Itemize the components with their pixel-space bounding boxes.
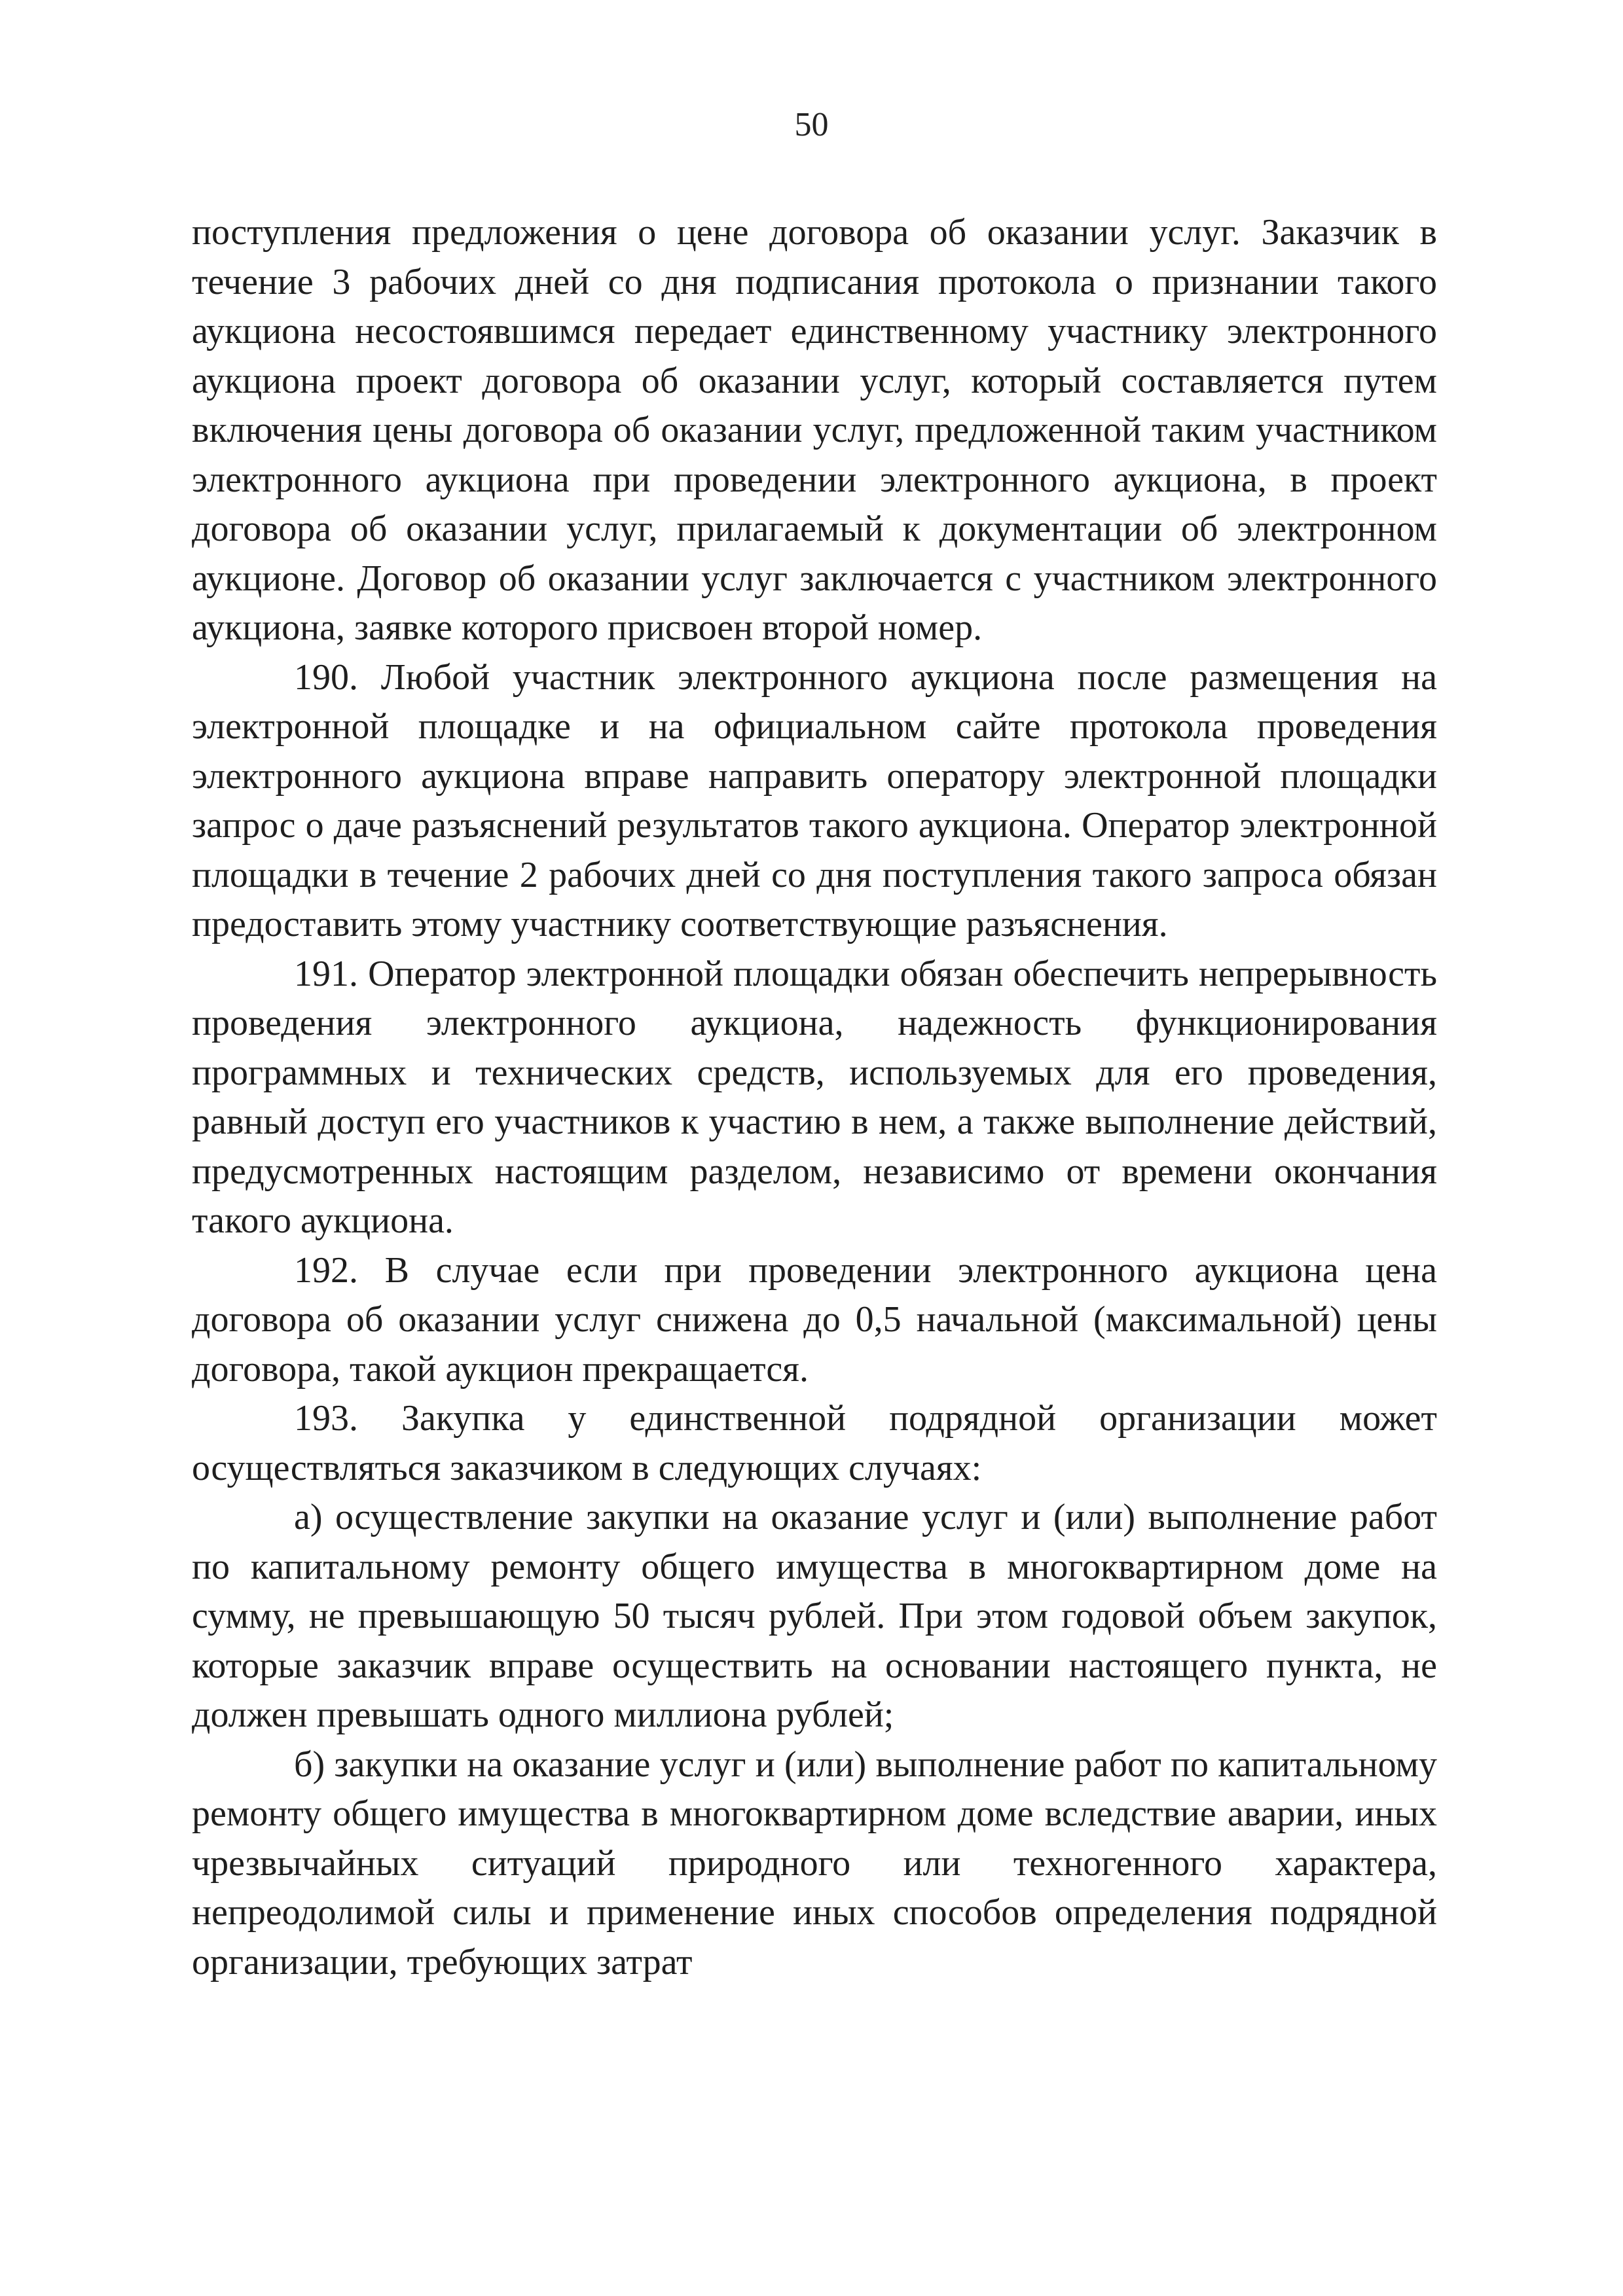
paragraph-continuation: поступления предложения о цене договора об оказании услуг. Заказчик в течение 3 рабочих дней со дня подписания протокола о признании такого аукциона несостоявшимся передает единственному участнику электронного аукциона проект договора об оказании услуг, который составляется путем включения цены договора об оказании услуг, предложенной таким участником электронного аукциона при проведении электронного аукциона, в проект договора об оказании услуг, прилагаемый к документации об электронном аукционе. Договор об оказании услуг заключается с участником электронного аукциона, заявке которого присвоен второй номер. — [192, 212, 1437, 648]
paragraph-192: 192. В случае если при проведении электронного аукциона цена договора об оказании услуг снижена до 0,5 начальной (максимальной) цены договора, такой аукцион прекращается. — [192, 1249, 1437, 1390]
paragraph-193-b: б) закупки на оказание услуг и (или) выполнение работ по капитальному ремонту общего имущества в многоквартирном доме вследствие аварии, иных чрезвычайных ситуаций природного или техногенного характера, непреодолимой силы и применение иных способов определения подрядной организации, требующих затрат — [192, 1744, 1437, 1982]
paragraph-193: 193. Закупка у единственной подрядной организации может осуществляться заказчиком в следующих случаях: — [192, 1398, 1437, 1488]
paragraph-193-a: а) осуществление закупки на оказание услуг и (или) выполнение работ по капитальному ремонту общего имущества в многоквартирном доме на сумму, не превышающую 50 тысяч рублей. При этом годовой объем закупок, которые заказчик вправе осуществить на основании настоящего пункта, не должен превышать одного миллиона рублей; — [192, 1497, 1437, 1735]
paragraph-190: 190. Любой участник электронного аукциона после размещения на электронной площадке и на официальном сайте протокола проведения электронного аукциона вправе направить оператору электронной площадки запрос о даче разъяснений результатов такого аукциона. Оператор электронной площадки в течение 2 рабочих дней со дня поступления такого запроса обязан предоставить этому участнику соответствующие разъяснения. — [192, 656, 1437, 944]
page-number: 50 — [794, 106, 829, 143]
document-body — [192, 208, 1437, 1987]
paragraph-191: 191. Оператор электронной площадки обязан обеспечить непрерывность проведения электронного аукциона, надежность функционирования программных и технических средств, используемых для его проведения, равный доступ его участников к участию в нем, а также выполнение действий, предусмотренных настоящим разделом, независимо от времени окончания такого аукциона. — [192, 953, 1437, 1241]
